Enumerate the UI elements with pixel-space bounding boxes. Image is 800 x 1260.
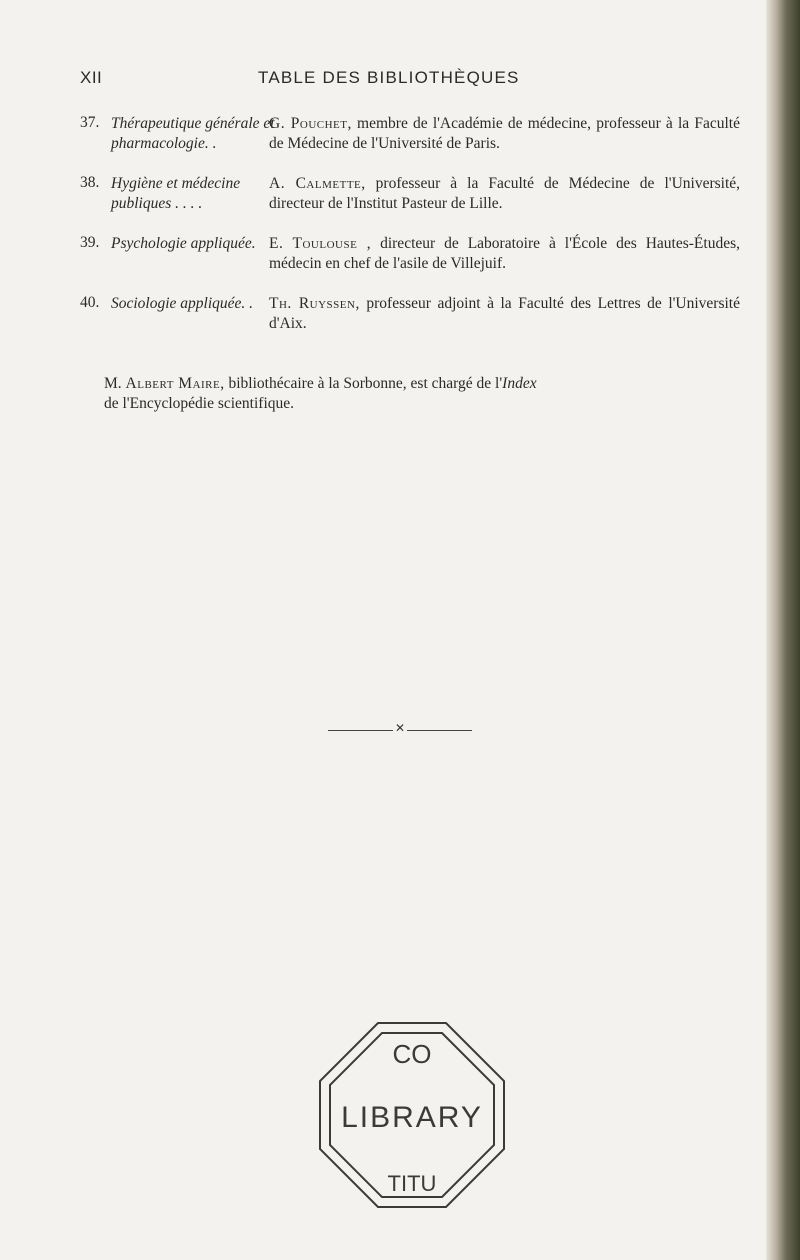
author-description: professeur à la Faculté de Médecine de l'Université, directeur de l'Institut Pasteur de Lille. <box>269 175 741 212</box>
author-description: directeur de Laboratoire à l'École des Hautes-Études, médecin en chef de l'asile de Villejuif. <box>269 235 740 272</box>
entry-40 <box>80 294 740 338</box>
author-description: membre de l'Académie de médecine, professeur à la Faculté de Médecine de l'Université de Paris. <box>269 115 740 152</box>
library-stamp <box>312 1015 512 1215</box>
note-italic: Index <box>502 375 537 392</box>
author-name: E. Toulouse , <box>269 235 372 252</box>
entry-subject: Hygiène et médecine publiques . . . . <box>111 175 241 212</box>
entry-number: 39. <box>80 234 100 251</box>
entry-38 <box>80 174 740 218</box>
divider-ornament: ✕ <box>395 721 406 735</box>
entry-author <box>269 294 740 334</box>
librarian-note <box>80 374 730 414</box>
running-header <box>80 68 720 98</box>
stamp-bottom-text: TITU <box>387 1171 437 1196</box>
entry-subject: Thérapeutique générale et pharmacologie. . <box>111 115 275 152</box>
running-title: TABLE DES BIBLIOTHÈQUES <box>258 68 520 87</box>
note-name: Albert Maire, <box>125 375 225 392</box>
entry-37 <box>80 114 740 158</box>
entry-number: 40. <box>80 294 100 311</box>
note-line-2: de l'Encyclopédie scientifique. <box>104 395 295 412</box>
stamp-center-text: LIBRARY <box>341 1101 483 1134</box>
entry-author <box>269 174 740 214</box>
entry-subject: Sociologie appliquée. . <box>111 295 254 312</box>
author-name: G. Pouchet, <box>269 115 352 132</box>
entry-number: 37. <box>80 114 100 131</box>
library-entries <box>80 114 740 354</box>
page-number: XII <box>80 68 103 87</box>
note-prefix: M. <box>104 375 122 392</box>
author-name: Th. Ruyssen, <box>269 295 360 312</box>
note-line-1 <box>80 374 730 394</box>
note-text: bibliothécaire à la Sorbonne, est chargé de l' <box>228 375 503 392</box>
entry-39 <box>80 234 740 278</box>
author-name: A. Calmette, <box>269 175 366 192</box>
entry-number: 38. <box>80 174 100 191</box>
author-description: professeur adjoint à la Faculté des Lettres de l'Université d'Aix. <box>269 295 740 332</box>
entry-author <box>269 234 740 274</box>
entry-subject: Psychologie appliquée. <box>111 235 256 252</box>
page-edge-shadow <box>766 0 800 1260</box>
entry-author <box>269 114 740 154</box>
stamp-top-text: CO <box>392 1039 432 1069</box>
